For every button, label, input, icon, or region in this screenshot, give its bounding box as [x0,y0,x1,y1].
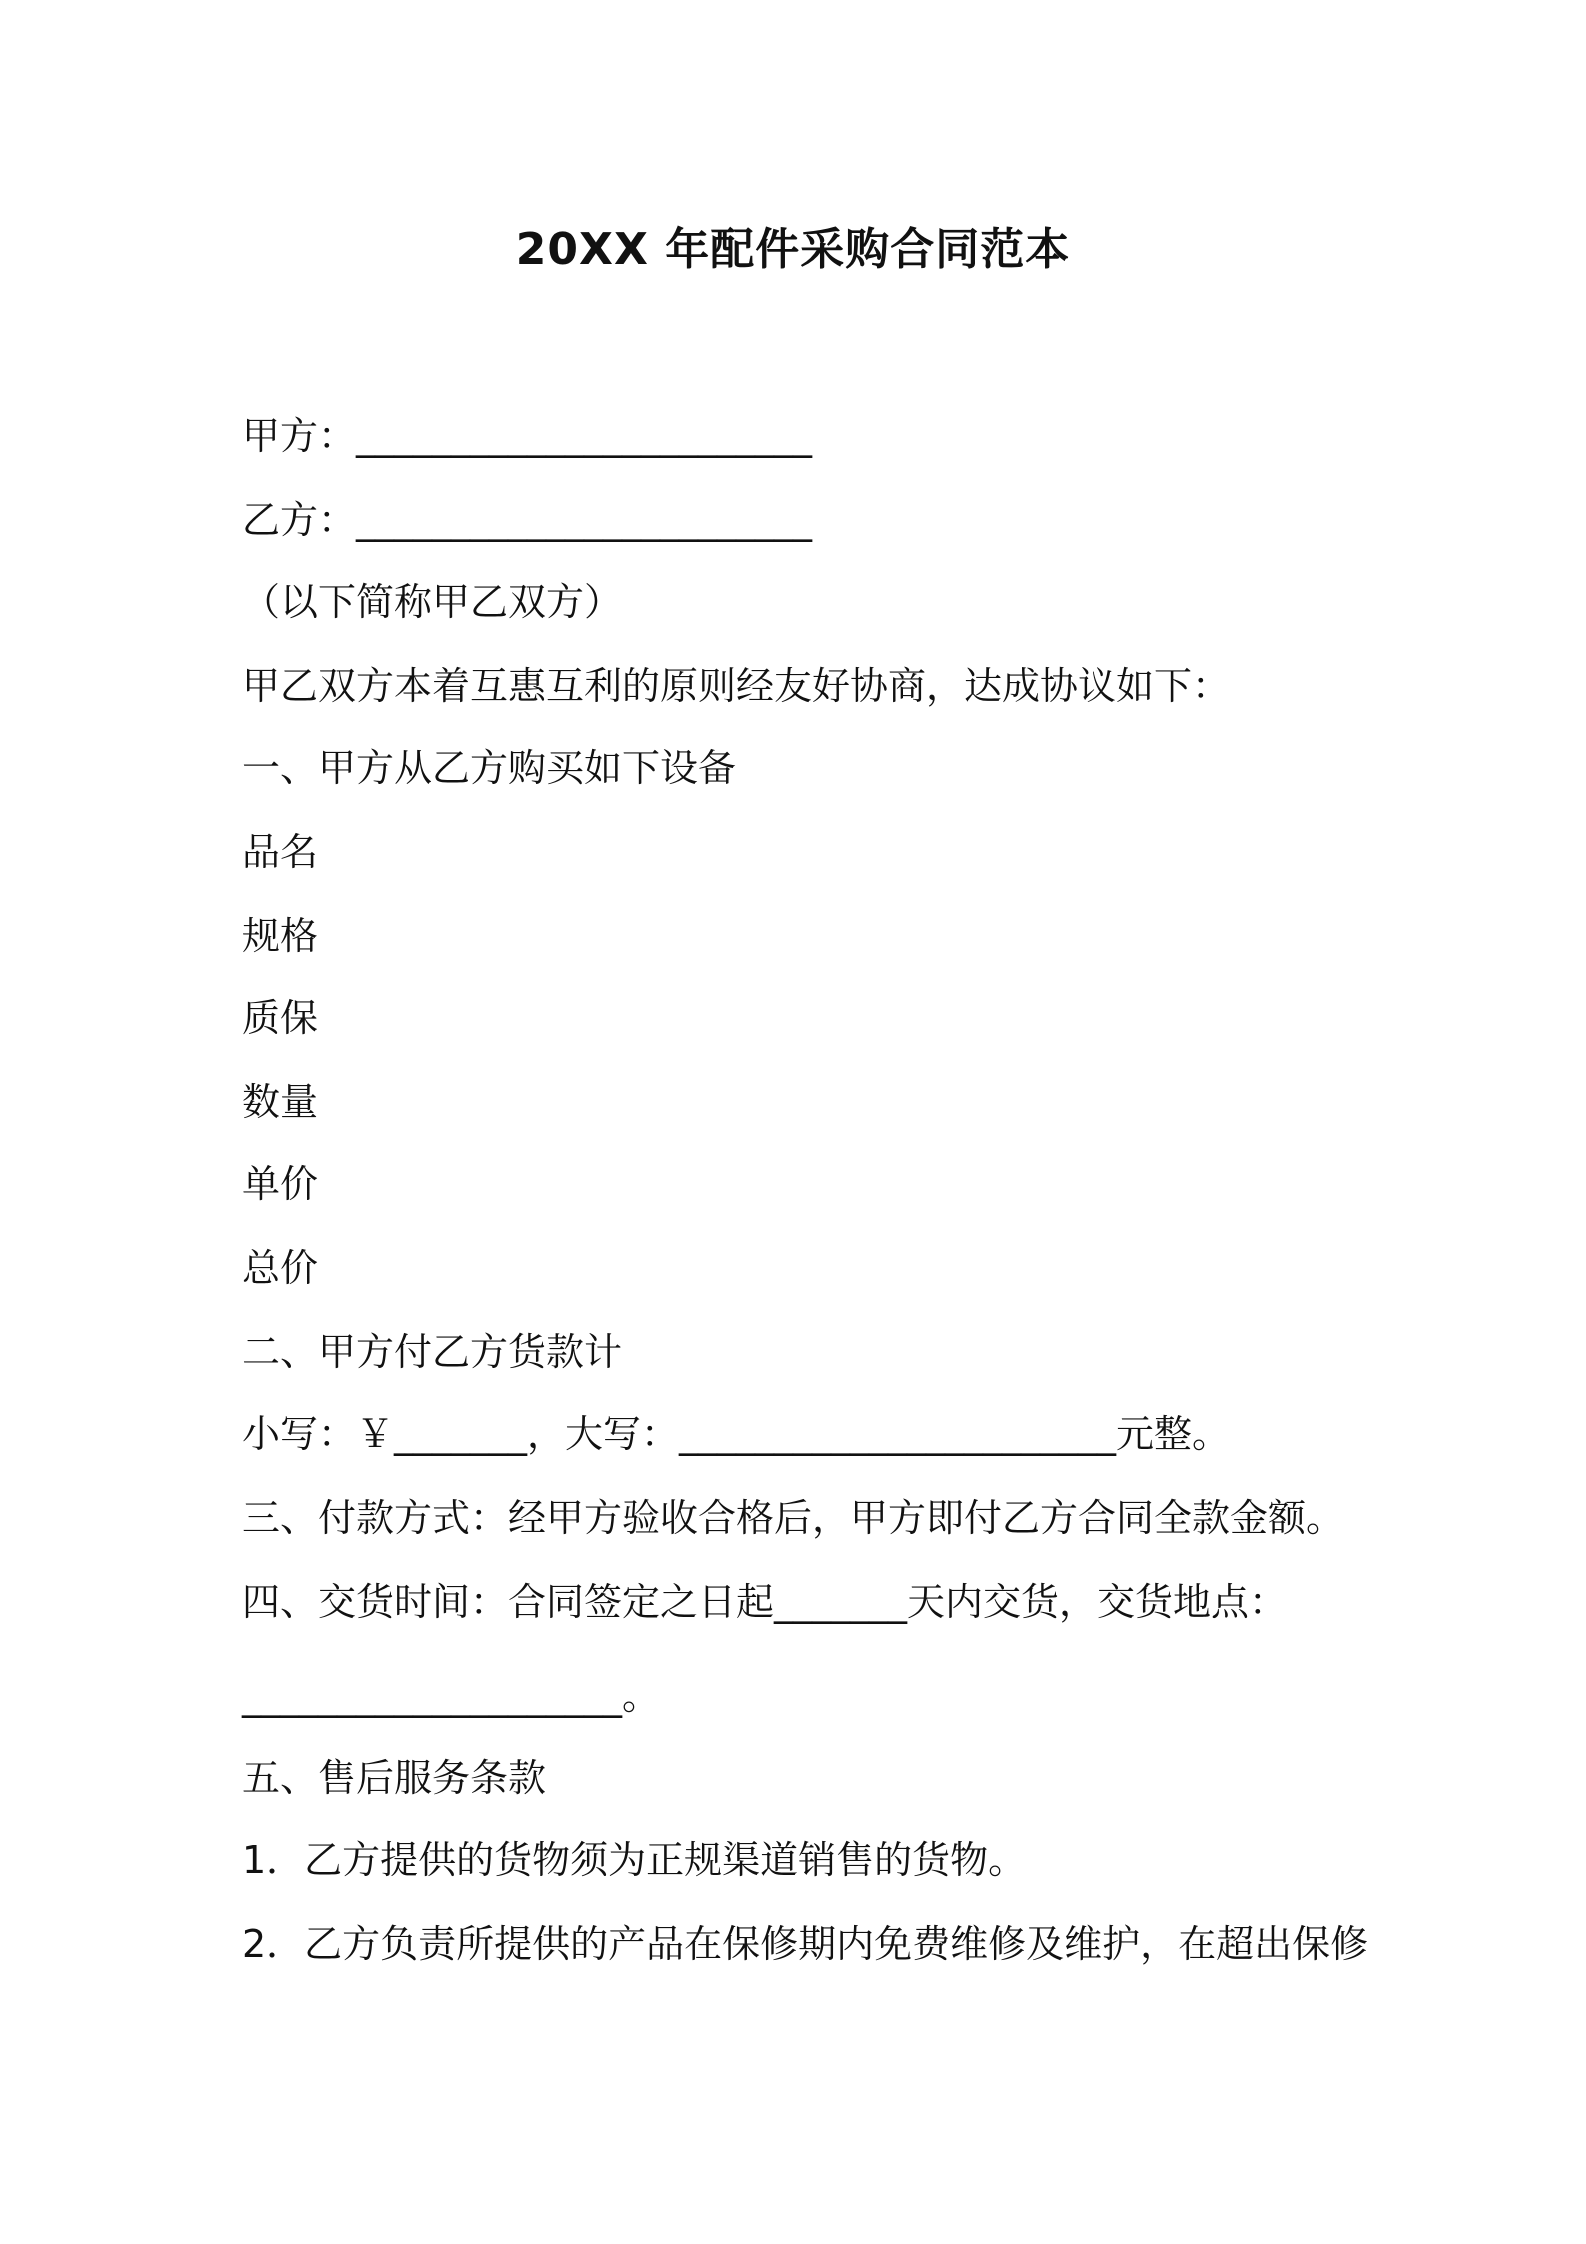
party-a-line: 甲方：________________________ [242,414,813,458]
section-1-heading: 一、甲方从乙方购买如下设备 [242,746,737,790]
payment-amount-line: 小写：￥_______，大写：_______________________元整。 [242,1412,1231,1456]
item-name-field: 品名 [242,830,319,874]
section-2-heading: 二、甲方付乙方货款计 [242,1330,623,1374]
section-4-delivery-time: 四、交货时间：合同签定之日起_______天内交货，交货地点： [242,1580,1288,1624]
item-quantity-field: 数量 [242,1080,319,1124]
item-warranty-field: 质保 [242,996,319,1040]
item-spec-field: 规格 [242,914,319,958]
parties-abbrev-note: （以下简称甲乙双方） [242,580,623,624]
section-5-heading: 五、售后服务条款 [242,1756,547,1800]
after-sales-clause-1: 1．乙方提供的货物须为正规渠道销售的货物。 [242,1838,1027,1882]
party-b-line: 乙方：________________________ [242,498,813,542]
delivery-location-blank: ____________________。 [242,1674,661,1718]
item-unit-price-field: 单价 [242,1162,319,1206]
document-title: 20XX 年配件采购合同范本 [515,224,1071,275]
item-total-price-field: 总价 [242,1246,319,1290]
after-sales-clause-2: 2．乙方负责所提供的产品在保修期内免费维修及维护，在超出保修 [242,1922,1369,1966]
section-3-payment-method: 三、付款方式：经甲方验收合格后，甲方即付乙方合同全款金额。 [242,1496,1345,1540]
agreement-intro: 甲乙双方本着互惠互利的原则经友好协商，达成协议如下： [242,664,1231,708]
